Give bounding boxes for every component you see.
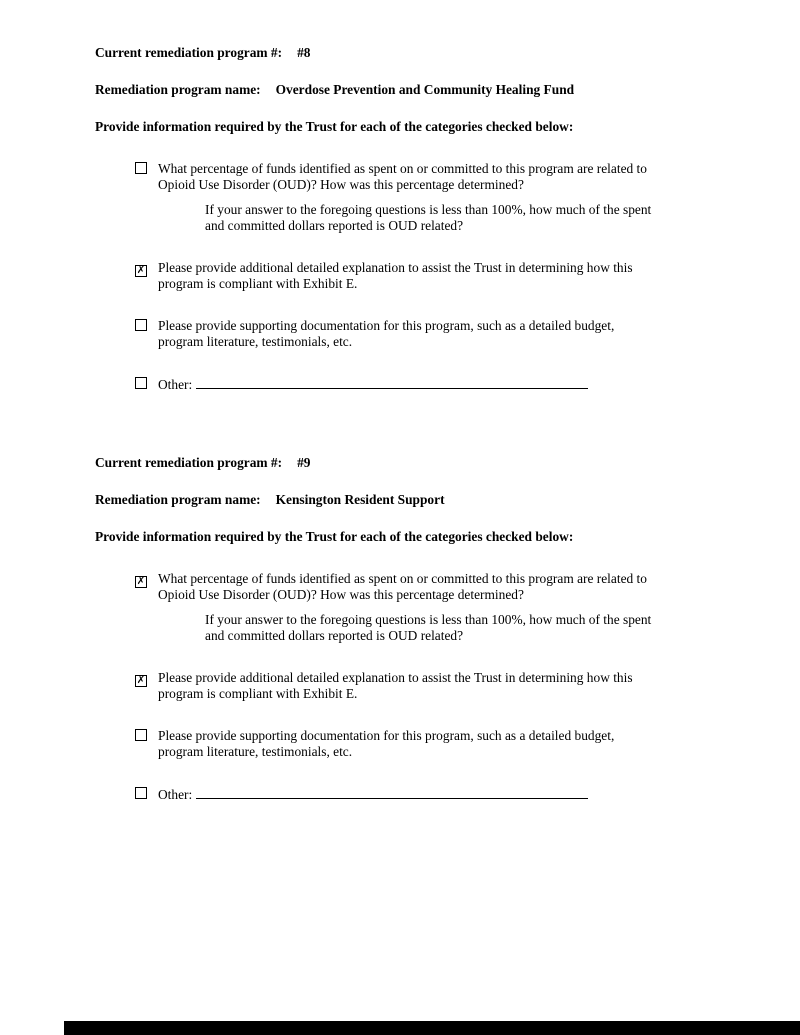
checkbox[interactable]: ✗	[136, 265, 146, 276]
checklist-item-subtext: If your answer to the foregoing questions is less than 100%, how much of the spent and committed dollars reported is OUD related?	[205, 202, 652, 233]
program-number-label: Current remediation program #:	[95, 45, 283, 60]
checkbox-col	[95, 786, 158, 803]
checklist-item	[95, 161, 730, 234]
program-number-value: #8	[297, 45, 311, 60]
checkbox[interactable]	[135, 729, 147, 741]
checkbox[interactable]	[135, 787, 147, 799]
program-name-value: Overdose Prevention and Community Healing Fund	[275, 82, 575, 97]
checklist-item-body	[158, 571, 660, 644]
checklist-item-text: Please provide additional detailed explanation to assist the Trust in determining how this program is compliant with Exhibit E.	[158, 260, 633, 291]
program-name-row	[95, 82, 730, 98]
checklist-item-text: What percentage of funds identified as spent on or committed to this program are related to Opioid Use Disorder (OUD)? How was this percentage determined?	[158, 571, 647, 602]
checklist-item	[95, 728, 730, 760]
checklist-item	[95, 318, 730, 350]
program-section-8	[95, 45, 730, 393]
program-number-label: Current remediation program #:	[95, 455, 283, 470]
checklist-item-subtext: If your answer to the foregoing questions is less than 100%, how much of the spent and committed dollars reported is OUD related?	[205, 612, 652, 643]
checklist-item	[95, 260, 730, 292]
checklist-item-other	[95, 376, 730, 393]
checklist-item	[95, 670, 730, 702]
program-name-label: Remediation program name:	[95, 492, 261, 507]
checkbox-col	[95, 728, 158, 745]
checkbox-col	[95, 376, 158, 393]
checklist-item-body	[158, 318, 660, 350]
checkbox-col	[95, 260, 158, 277]
checklist-item-body	[158, 670, 660, 702]
program-section-9	[95, 455, 730, 803]
checklist-item	[95, 571, 730, 644]
checklist-item-body	[158, 786, 660, 803]
program-name-label: Remediation program name:	[95, 82, 261, 97]
checkbox[interactable]	[135, 162, 147, 174]
checkbox[interactable]	[135, 319, 147, 331]
other-label: Other:	[158, 787, 193, 802]
checklist-item-text: Please provide supporting documentation for this program, such as a detailed budget, program literature, testimonials, etc.	[158, 728, 615, 759]
program-number-row	[95, 455, 730, 471]
program-number-value: #9	[297, 455, 311, 470]
instruction-text: Provide information required by the Trust for each of the categories checked below:	[95, 529, 574, 544]
checkbox-col	[95, 571, 158, 588]
checklist-item-body	[158, 161, 660, 234]
checkbox[interactable]: ✗	[136, 675, 146, 686]
checklist-item-text: Please provide supporting documentation for this program, such as a detailed budget, program literature, testimonials, etc.	[158, 318, 615, 349]
program-name-value: Kensington Resident Support	[275, 492, 445, 507]
checklist-item-body	[158, 260, 660, 292]
checklist-item-text: Please provide additional detailed explanation to assist the Trust in determining how this program is compliant with Exhibit E.	[158, 670, 633, 701]
bottom-edge-bar	[64, 1021, 800, 1035]
checkbox-col	[95, 318, 158, 335]
program-name-row	[95, 492, 730, 508]
checkbox[interactable]	[135, 377, 147, 389]
instruction-text: Provide information required by the Trust for each of the categories checked below:	[95, 119, 574, 134]
checklist-item-text: What percentage of funds identified as spent on or committed to this program are related to Opioid Use Disorder (OUD)? How was this percentage determined?	[158, 161, 647, 192]
other-blank-line[interactable]	[196, 786, 588, 799]
other-blank-line[interactable]	[196, 376, 588, 389]
program-number-row	[95, 45, 730, 61]
checkbox[interactable]: ✗	[136, 576, 146, 587]
checklist-item-other	[95, 786, 730, 803]
checkbox-col	[95, 670, 158, 687]
checklist-item-body	[158, 728, 660, 760]
checkbox-col	[95, 161, 158, 178]
checklist-item-body	[158, 376, 660, 393]
other-label: Other:	[158, 377, 193, 392]
